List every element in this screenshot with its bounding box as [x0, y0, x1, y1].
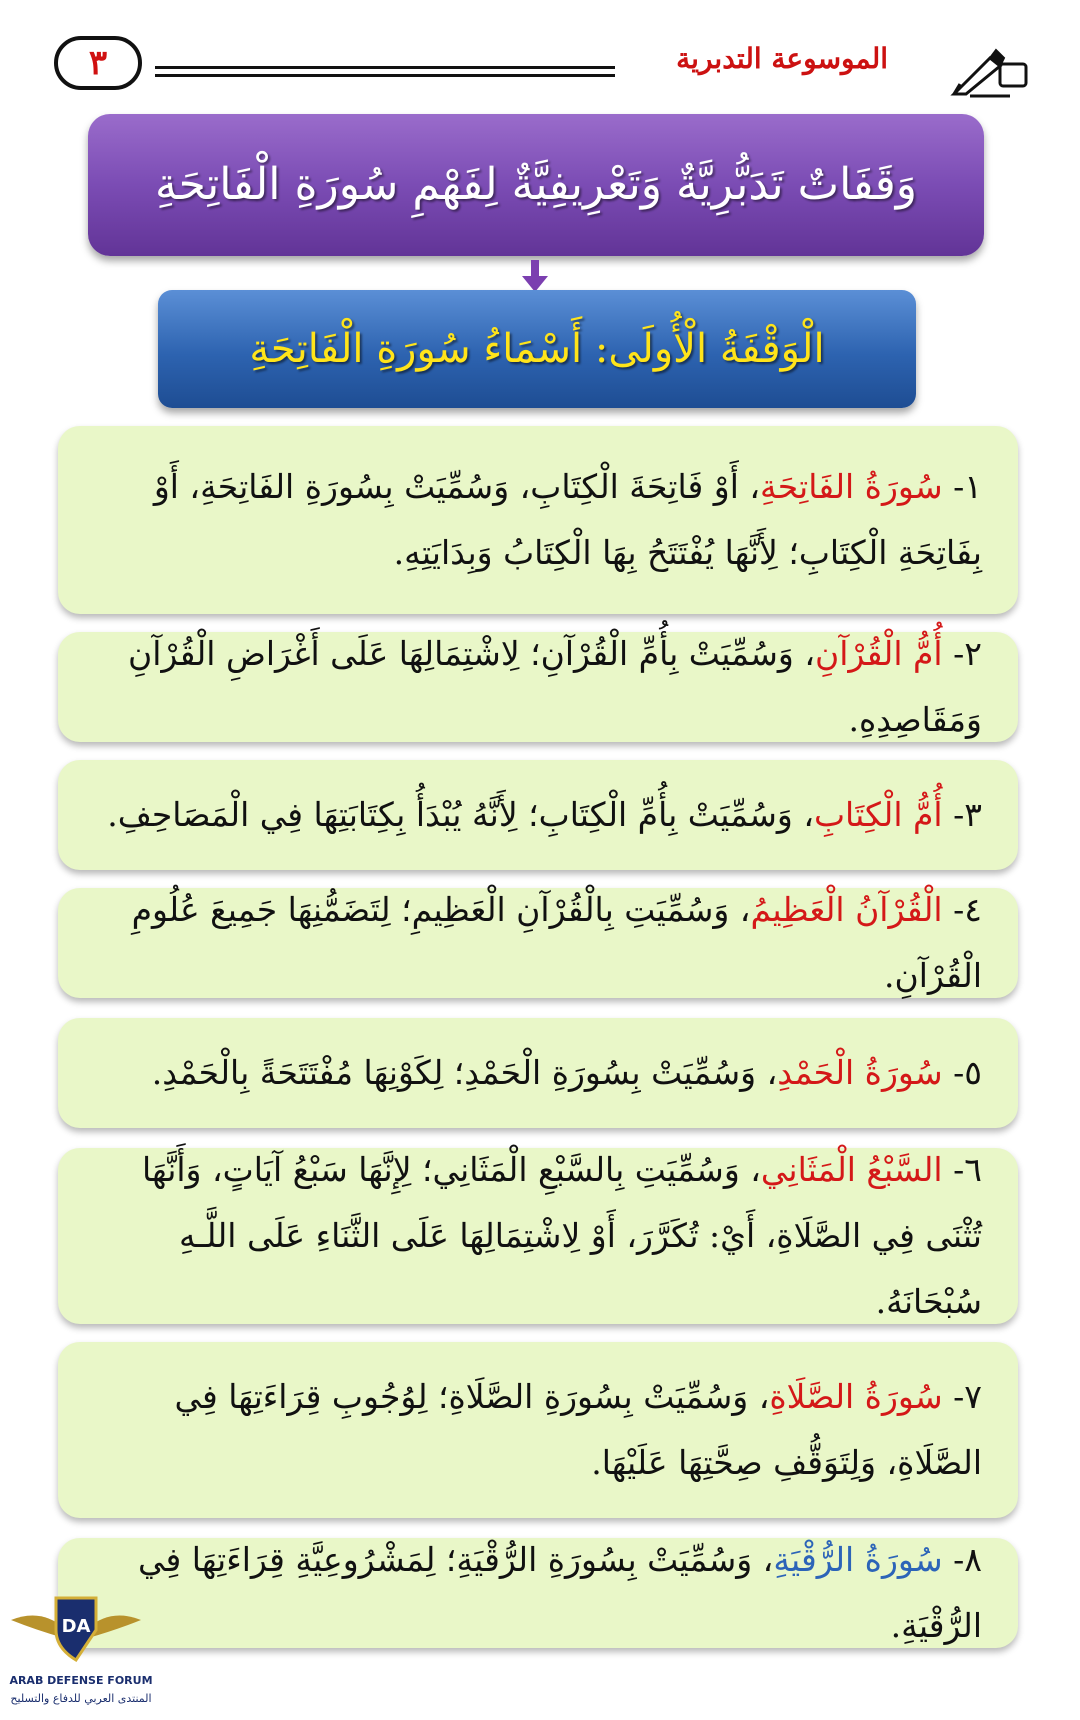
shield-wings-icon	[6, 1590, 146, 1670]
main-title: وَقَفَاتٌ تَدَبُّرِيَّةٌ وَتَعْرِيفِيَّةٌ لِفَهْمِ سُورَةِ الْفَاتِحَةِ	[154, 159, 918, 211]
item-name: الْقُرْآنُ الْعَظِيمُ	[750, 890, 943, 929]
item-description: ، أَوْ فَاتِحَةَ الْكِتَابِ، وَسُمِّيَتْ بِسُورَةِ الفَاتِحَةِ، أَوْ بِفَاتِحَةِ الْكِتَابِ؛ لِأَنَّهَا يُفْتَتَحُ بِهَا الْكِتَابُ وَبِدَايَتِهِ.	[153, 467, 982, 572]
item-description: ، وَسُمِّيَتْ بِسُورَةِ الرُّقْيَةِ؛ لِمَشْرُوعِيَّةِ قِرَاءَتِهَا فِي الرُّقْيَةِ.	[138, 1540, 982, 1645]
list-item-5	[58, 1018, 1018, 1128]
item-number: ٣-	[953, 795, 982, 834]
item-name: أُمُّ الْكِتَابِ	[813, 795, 943, 834]
list-item-4	[58, 888, 1018, 998]
list-item-1	[58, 426, 1018, 614]
item-name: سُورَةُ الفَاتِحَةِ	[760, 467, 943, 506]
list-item-3	[58, 760, 1018, 870]
item-number: ٦-	[953, 1150, 982, 1189]
logo-initials: DA	[61, 1616, 91, 1637]
list-item-2	[58, 632, 1018, 742]
main-title-banner	[88, 114, 984, 256]
item-description: ، وَسُمِّيَتْ بِسُورَةِ الْحَمْدِ؛ لِكَوْنِهَا مُفْتَتَحَةً بِالْحَمْدِ.	[151, 1053, 778, 1092]
section-title: الْوَقْفَةُ الْأُولَى: أَسْمَاءُ سُورَةِ الْفَاتِحَةِ	[249, 326, 825, 372]
item-description: ، وَسُمِّيَتْ بِسُورَةِ الصَّلَاةِ؛ لِوُجُوبِ قِرَاءَتِهَا فِي الصَّلَاةِ، وَلِتَوَقُّفِ صِحَّتِهَا عَلَيْهَا.	[174, 1377, 982, 1482]
list-item-text	[94, 454, 982, 586]
item-name: سُورَةُ الْحَمْدِ	[777, 1053, 943, 1092]
header-divider-bottom	[155, 74, 615, 77]
list-item-text	[94, 1364, 982, 1496]
item-description: ، وَسُمِّيَتِ بِالْقُرْآنِ الْعَظِيمِ؛ لِتَضَمُّنِهَا جَمِيعَ عُلُومِ الْقُرْآنِ.	[131, 890, 982, 995]
pen-writing-icon	[950, 44, 1030, 98]
item-number: ١-	[953, 467, 982, 506]
list-item-text	[94, 1137, 982, 1335]
list-item-text	[94, 782, 982, 848]
header-divider-top	[155, 66, 615, 69]
item-description: ، وَسُمِّيَتْ بِأُمِّ الْقُرْآنِ؛ لِاشْتِمَالِهَا عَلَى أَغْرَاضِ الْقُرْآنِ وَمَقَاصِدِهِ.	[127, 634, 982, 739]
list-item-8	[58, 1538, 1018, 1648]
list-item-text	[94, 1527, 982, 1659]
list-item-6	[58, 1148, 1018, 1324]
item-name: السَّبْعُ الْمَثَانِي	[760, 1150, 943, 1189]
item-description: ، وَسُمِّيَتْ بِأُمِّ الْكِتَابِ؛ لِأَنَّهُ يُبْدَأُ بِكِتَابَتِهَا فِي الْمَصَاحِفِ.	[107, 795, 814, 834]
list-item-text	[94, 1040, 982, 1106]
encyclopedia-title: الموسوعة التدبرية	[676, 42, 888, 75]
item-name: سُورَةُ الرُّقْيَةِ	[773, 1540, 943, 1579]
item-number: ٢-	[953, 634, 982, 673]
list-item-7	[58, 1342, 1018, 1518]
page-number-badge	[54, 36, 142, 90]
section-title-banner	[158, 290, 916, 408]
page-header	[0, 0, 1080, 110]
item-number: ٥-	[953, 1053, 982, 1092]
list-item-text	[94, 877, 982, 1009]
item-name: سُورَةُ الصَّلَاةِ	[769, 1377, 943, 1416]
arrow-down-icon	[520, 260, 550, 294]
logo-name-ar: المنتدى العربي للدفاع والتسليح	[10, 1692, 152, 1705]
page-number: ٣	[88, 43, 108, 83]
item-number: ٧-	[953, 1377, 982, 1416]
item-description: ، وَسُمِّيَتِ بِالسَّبْعِ الْمَثَانِي؛ لِإِنَّهَا سَبْعُ آيَاتٍ، وَأَنَّهَا تُثْنَى فِي الصَّلَاةِ، أَيْ: تُكَرَّرَ، أَوْ لِاشْتِمَالِهَا عَلَى الثَّنَاءِ عَلَى اللَّـهِ سُبْحَانَهُ.	[141, 1150, 982, 1321]
list-item-text	[94, 621, 982, 753]
logo-name-en: ARAB DEFENSE FORUM	[9, 1674, 153, 1687]
item-name: أُمُّ الْقُرْآنِ	[814, 634, 943, 673]
item-number: ٨-	[953, 1540, 982, 1579]
item-number: ٤-	[953, 890, 982, 929]
forum-logo	[6, 1590, 153, 1716]
